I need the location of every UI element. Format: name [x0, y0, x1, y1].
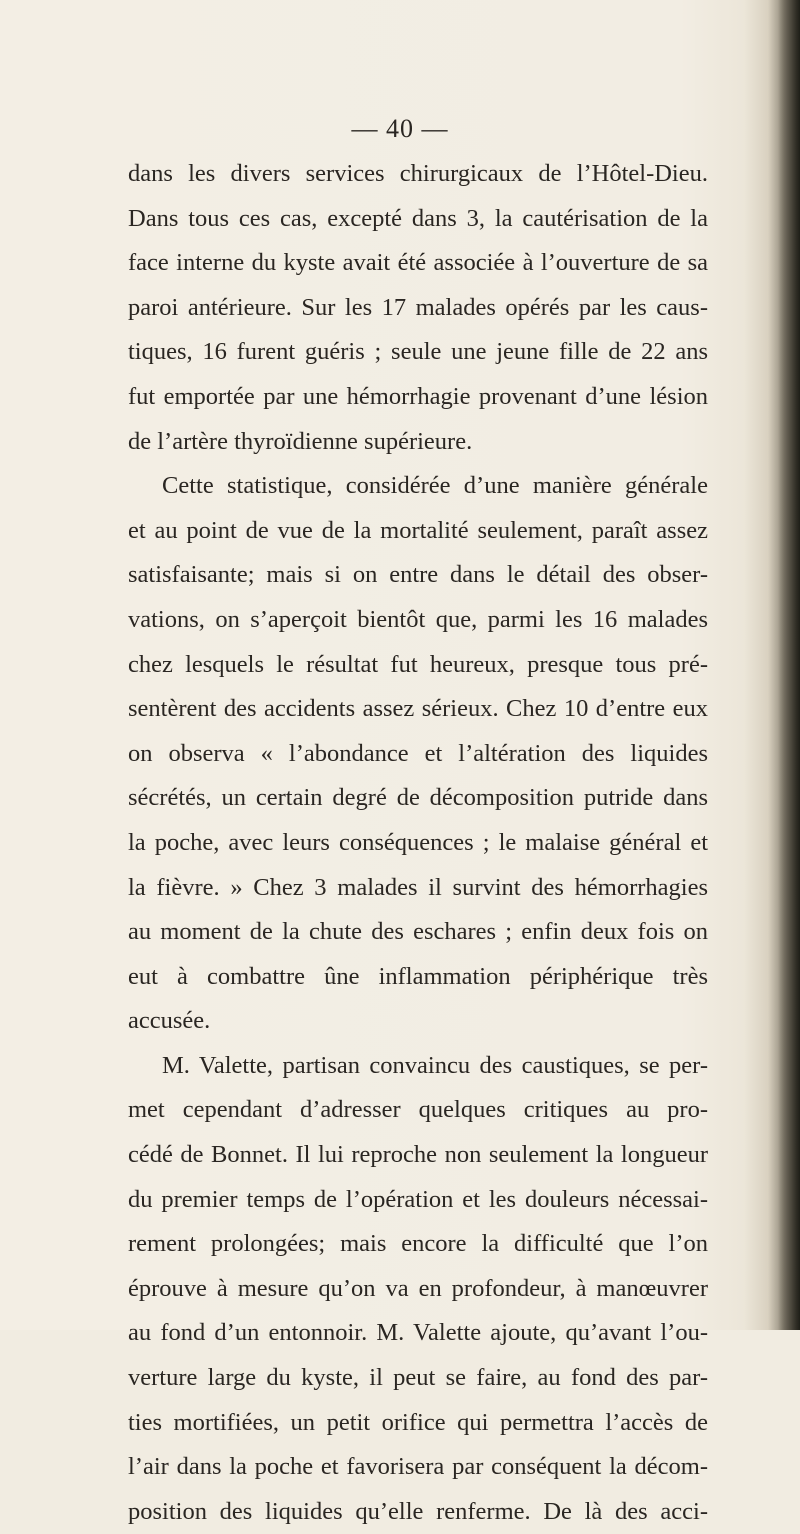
text-line: de l’artère thyroïdienne supérieure. — [128, 427, 473, 455]
text-line: et au point de vue de la mortalité seulement, paraît assez — [128, 516, 708, 544]
text-line: position des liquides qu’elle renferme. De là des acci- — [128, 1497, 708, 1525]
text-line: Dans tous ces cas, excepté dans 3, la cautérisation de la — [128, 204, 708, 232]
text-line: éprouve à mesure qu’on va en profondeur, à manœuvrer — [128, 1274, 708, 1302]
body-text — [128, 152, 708, 1534]
text-line: M. Valette, partisan convaincu des caustiques, se per- — [162, 1051, 708, 1079]
text-line: au fond d’un entonnoir. M. Valette ajoute, qu’avant l’ou- — [128, 1319, 708, 1347]
text-line: cédé de Bonnet. Il lui reproche non seulement la longueur — [128, 1141, 708, 1169]
text-line: sentèrent des accidents assez sérieux. Chez 10 d’entre eux — [128, 695, 708, 723]
text-line: rement prolongées; mais encore la difficulté que l’on — [128, 1230, 708, 1258]
text-line: verture large du kyste, il peut se faire, au fond des par- — [128, 1364, 708, 1392]
text-line: accusée. — [128, 1007, 211, 1035]
text-line: au moment de la chute des eschares ; enfin deux fois on — [128, 918, 708, 946]
text-line: la poche, avec leurs conséquences ; le malaise général et — [128, 828, 708, 856]
text-line: du premier temps de l’opération et les douleurs nécessai- — [128, 1185, 708, 1213]
text-line: Cette statistique, considérée d’une manière générale — [162, 472, 708, 500]
text-line: met cependant d’adresser quelques critiques au pro- — [128, 1096, 708, 1124]
page-edge-shadow — [778, 0, 800, 1330]
text-line: sécrétés, un certain degré de décomposition putride dans — [128, 784, 708, 812]
text-line: face interne du kyste avait été associée à l’ouverture de sa — [128, 249, 708, 277]
text-line: tiques, 16 furent guéris ; seule une jeune fille de 22 ans — [128, 338, 708, 366]
text-line: l’air dans la poche et favorisera par conséquent la décom- — [128, 1453, 708, 1481]
text-line: fut emportée par une hémorrhagie provenant d’une lésion — [128, 382, 708, 410]
text-line: satisfaisante; mais si on entre dans le détail des obser- — [128, 561, 708, 589]
text-line: on observa « l’abondance et l’altération des liquides — [128, 739, 708, 767]
text-line: chez lesquels le résultat fut heureux, presque tous pré- — [128, 650, 708, 678]
text-line: la fièvre. » Chez 3 malades il survint des hémorrhagies — [128, 873, 708, 901]
text-line: ties mortifiées, un petit orifice qui permettra l’accès de — [128, 1408, 708, 1436]
text-line: dans les divers services chirurgicaux de l’Hôtel-Dieu. — [128, 160, 708, 187]
page-number: — 40 — — [351, 114, 449, 143]
text-line: paroi antérieure. Sur les 17 malades opérés par les caus- — [128, 293, 708, 321]
text-line: vations, on s’aperçoit bientôt que, parmi les 16 malades — [128, 605, 708, 633]
text-line: eut à combattre ûne inflammation périphérique très — [128, 962, 708, 990]
